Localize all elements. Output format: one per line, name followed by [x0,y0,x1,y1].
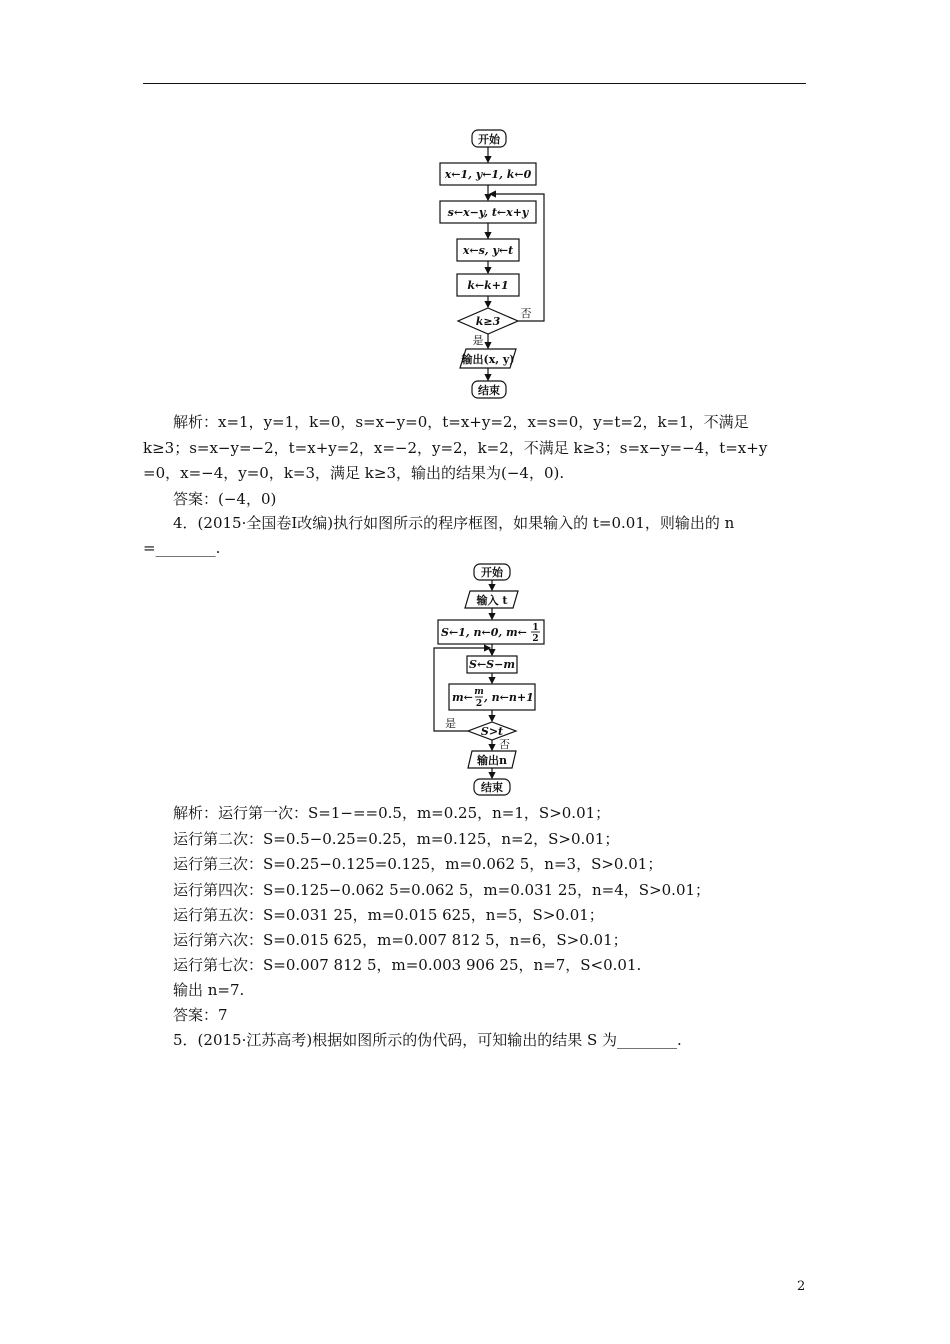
analysis4-answer: 答案：7 [173,1006,228,1024]
q5-line1: 5．(2015·江苏高考)根据如图所示的伪代码，可知输出的结果 S 为________. [173,1031,682,1049]
fc2-yes-label: 是 [445,717,456,730]
analysis4-line: 运行第三次：S=0.25−0.125=0.125，m=0.062 5，n=3，S>0.01； [173,855,663,873]
flowchart-1 [430,125,570,405]
fc1-step2-label: x←s, y←t [462,244,514,257]
fc2-start-label: 开始 [481,566,503,579]
fc2-input-label: 输入 t [476,594,508,607]
fc2-step2-frac-num: m [474,687,484,697]
fc2-init-label: S←1, n←0, m← [441,626,527,639]
fc2-end-label: 结束 [481,781,503,794]
analysis4-line: 输出 n=7. [173,981,245,999]
page-number: 2 [797,1279,806,1294]
fc2-cond-label: S>t [480,725,504,738]
q4-line2: =________. [143,539,221,557]
fc1-cond-label: k≥3 [475,315,501,328]
analysis4-line: 运行第四次：S=0.125−0.062 5=0.062 5，m=0.031 25，n=4，S>0.01； [173,881,711,899]
fc1-no-label: 否 [520,307,532,320]
q4-line1: 4．(2015·全国卷Ⅰ改编)执行如图所示的程序框图，如果输入的 t=0.01，则输出的 n [173,514,735,532]
analysis3-line1: 解析：x=1，y=1，k=0，s=x−y=0，t=x+y=2，x=s=0，y=t=2，k=1，不满足 [173,413,749,431]
analysis4-line: 运行第二次：S=0.5−0.25=0.25，m=0.125，n=2，S>0.01； [173,830,620,848]
analysis4-line: 运行第七次：S=0.007 812 5，m=0.003 906 25，n=7，S<0.01. [173,956,642,974]
analysis4-line: 运行第六次：S=0.015 625，m=0.007 812 5，n=6，S>0.01； [173,931,628,949]
fc1-step1-label: s←x−y, t←x+y [447,206,529,219]
fc2-step1-label: S←S−m [469,658,515,671]
header-rule [143,83,806,84]
fc2-output-label: 输出n [477,754,507,767]
analysis4-line: 解析：运行第一次：S=1−==0.5，m=0.25，n=1，S>0.01； [173,804,611,822]
flowchart-2 [425,560,555,800]
analysis3-line3: =0，x=−4，y=0，k=3，满足 k≥3，输出的结果为(−4，0). [143,464,565,482]
fc1-init-label: x←1, y←1, k←0 [444,168,532,181]
fc2-no-label: 否 [499,738,510,751]
fc1-step3-label: k←k+1 [467,279,509,292]
analysis3-line2: k≥3；s=x−y=−2，t=x+y=2，x=−2，y=2，k=2，不满足 k≥3；s=x−y=−4，t=x+y [143,439,768,457]
fc2-step2-frac-den: 2 [475,699,483,709]
analysis3-answer: 答案：(−4，0) [173,490,277,508]
analysis4-line: 运行第五次：S=0.031 25，m=0.015 625，n=5，S>0.01； [173,906,604,924]
fc1-end-label: 结束 [478,384,500,397]
fc1-yes-label: 是 [472,334,484,347]
fc2-step2-label-a: m← [452,691,473,704]
fc1-start-label: 开始 [478,133,500,146]
fc2-init-frac-num: 1 [532,623,539,633]
fc1-output-label: 输出(x, y) [461,353,515,366]
fc2-init-frac-den: 2 [532,634,539,644]
fc2-step2-label-b: , n←n+1 [484,691,534,704]
